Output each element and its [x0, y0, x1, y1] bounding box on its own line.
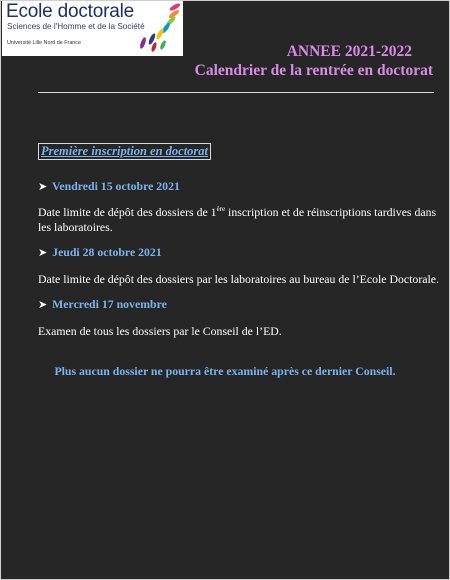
header-divider	[38, 92, 434, 93]
logo-subtitle: Sciences de l'Homme et de la Société	[7, 22, 145, 31]
superscript: ère	[216, 205, 226, 213]
entry-date-label: Mercredi 17 novembre	[52, 297, 167, 311]
entry-text-1	[38, 205, 443, 235]
entry-text-3: Examen de tous les dossiers par le Conseil de l’ED.	[38, 324, 282, 338]
logo-university: Université Lille Nord de France	[7, 40, 82, 46]
arrow-right-icon: ➤	[38, 180, 48, 193]
final-note: Plus aucun dossier ne pourra être examiné après ce dernier Conseil.	[54, 364, 396, 378]
logo-title: Ecole doctorale	[6, 1, 134, 22]
entry-date-1	[38, 179, 180, 194]
entry-date-label: Vendredi 15 octobre 2021	[51, 179, 180, 193]
ecole-doctorale-logo	[2, 1, 183, 56]
arrow-right-icon: ➤	[38, 298, 48, 311]
logo-feather-icon	[130, 3, 182, 53]
section-title: Première inscription en doctorat	[38, 143, 211, 160]
arrow-right-icon: ➤	[38, 246, 48, 259]
entry-text-part: inscription et de réinscriptions tardives dans les laboratoires.	[38, 205, 437, 234]
academic-year: ANNEE 2021-2022	[286, 43, 412, 60]
entry-text-2: Date limite de dépôt des dossiers par les laboratoires au bureau de l’Ecole Doctorale.	[38, 272, 439, 286]
page-title: Calendrier de la rentrée en doctorat	[194, 62, 433, 79]
entry-date-label: Jeudi 28 octobre 2021	[52, 245, 162, 259]
entry-text-part: Date limite de dépôt des dossiers de 1	[38, 205, 217, 219]
entry-date-2	[38, 245, 162, 260]
entry-date-3	[38, 297, 167, 312]
